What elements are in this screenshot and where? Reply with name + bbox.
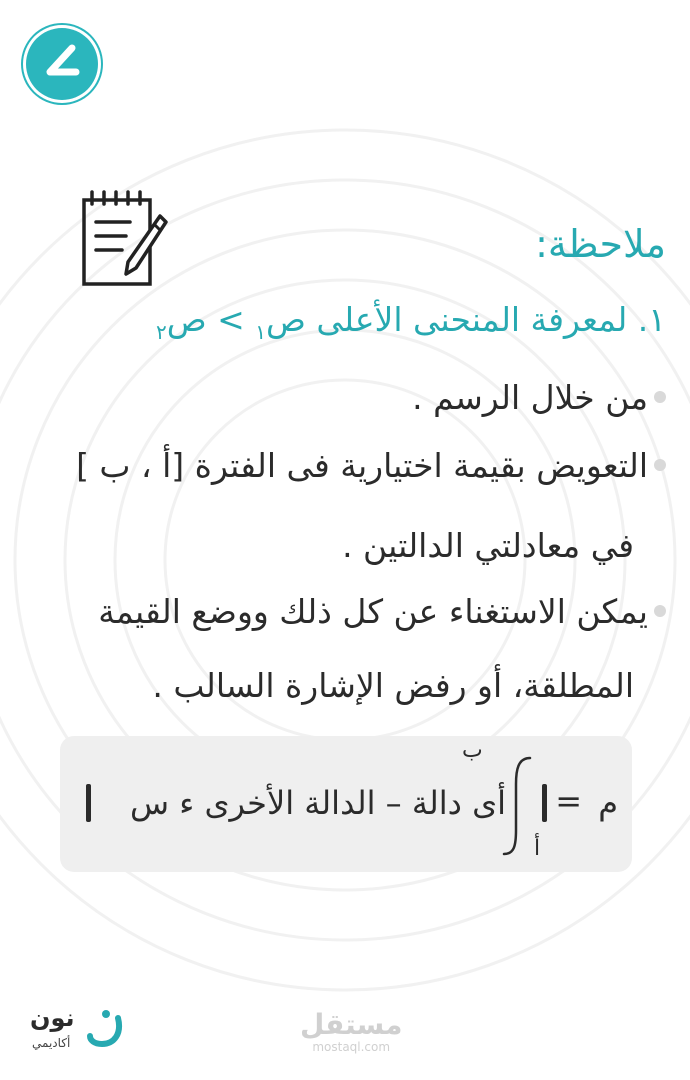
- noon-brand-subtitle: أكاديمي: [32, 1036, 71, 1050]
- formula-lhs: م: [598, 784, 618, 822]
- heading-compare-text: > ص: [166, 300, 256, 339]
- noon-brand-name: نون: [30, 1004, 75, 1032]
- formula-equals: =: [555, 782, 582, 820]
- integral-lower-limit: أ: [534, 836, 541, 861]
- heading-subscript-2: ٢: [156, 320, 167, 344]
- watermark-arabic: مستقل: [300, 1008, 403, 1041]
- heading-subscript-1: ١: [255, 320, 267, 344]
- bullet-dot-icon: [654, 459, 666, 471]
- absolute-value-bar-right: [542, 784, 547, 822]
- bullet-dot-icon: [654, 391, 666, 403]
- heading-main-text: ١. لمعرفة المنحنى الأعلى ص: [266, 300, 666, 339]
- note-title: ملاحظة:: [535, 222, 666, 266]
- bullet-item-1: [412, 378, 666, 417]
- bullet-line: يمكن الاستغناء عن كل ذلك ووضع القيمة: [98, 592, 648, 631]
- watermark: [300, 1010, 402, 1054]
- bullet-line: من خلال الرسم .: [412, 378, 648, 417]
- bullet-item-2: [76, 446, 666, 485]
- noon-logo-icon: [84, 1006, 126, 1050]
- bullet-dot-icon: [654, 605, 666, 617]
- notepad-pencil-icon: [78, 186, 170, 290]
- bullet-item-3: [98, 592, 666, 631]
- formula-integrand: أى دالة – الدالة الأخرى ء س: [130, 784, 506, 822]
- integral-upper-limit: ب: [462, 738, 483, 763]
- section-heading: [156, 300, 666, 344]
- bullet-line: التعويض بقيمة اختيارية فى الفترة [أ ، ب ]: [76, 446, 648, 485]
- bullet-continuation-line: في معادلتي الدالتين .: [342, 526, 634, 565]
- app-logo-icon: [26, 28, 98, 100]
- watermark-url: mostaql.com: [312, 1040, 391, 1054]
- formula-box: [60, 736, 632, 872]
- bullet-continuation-line: المطلقة، أو رفض الإشارة السالب .: [152, 666, 634, 705]
- absolute-value-bar-left: [86, 784, 91, 822]
